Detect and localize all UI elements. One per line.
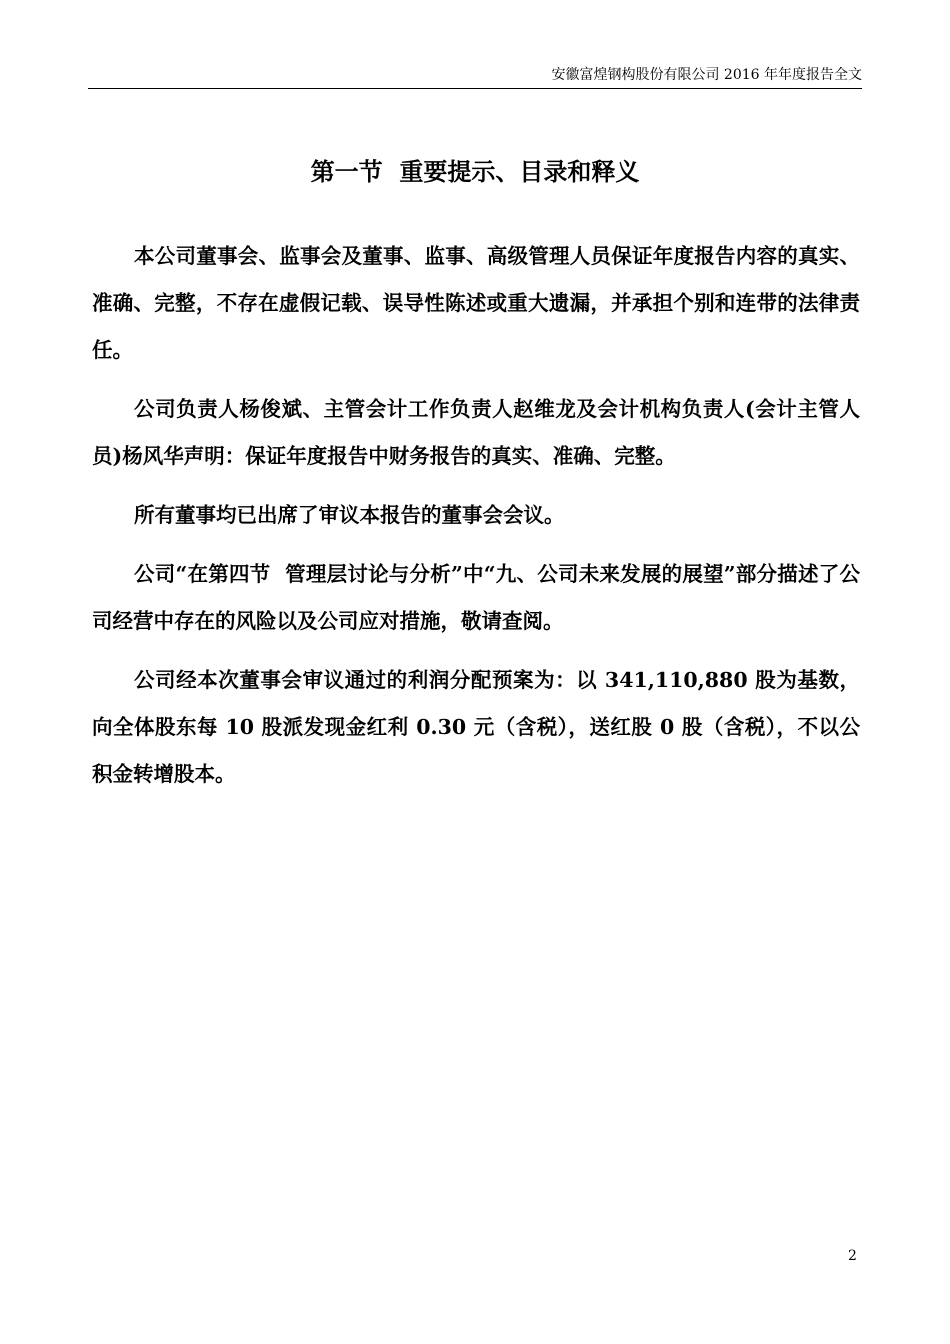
paragraph-financial-declaration: 公司负责人杨俊斌、主管会计工作负责人赵维龙及会计机构负责人(会计主管人员)杨风华声明：保证年度报告中财务报告的真实、准确、完整。 (92, 397, 860, 468)
paragraph-responsibility-statement: 本公司董事会、监事会及董事、监事、高级管理人员保证年度报告内容的真实、准确、完整，不存在虚假记载、误导性陈述或重大遗漏，并承担个别和连带的法律责任。 (92, 244, 860, 362)
document-body (92, 233, 860, 810)
page-header (88, 64, 862, 89)
paragraph-profit-distribution: 公司经本次董事会审议通过的利润分配预案为：以 341,110,880 股为基数，向全体股东每 10 股派发现金红利 0.30 元（含税），送红股 0 股（含税），不以公积金转增股本。 (92, 668, 860, 786)
header-running-title: 安徽富煌钢构股份有限公司 2016 年年度报告全文 (551, 67, 862, 83)
section-title: 第一节 重要提示、目录和释义 (310, 157, 640, 186)
paragraph-board-attendance: 所有董事均已出席了审议本报告的董事会会议。 (134, 503, 565, 527)
page-number: 2 (848, 1248, 857, 1264)
paragraph-risk-reference: 公司“在第四节 管理层讨论与分析”中“九、公司未来发展的展望”部分描述了公司经营中存在的风险以及公司应对措施，敬请查阅。 (92, 562, 860, 633)
